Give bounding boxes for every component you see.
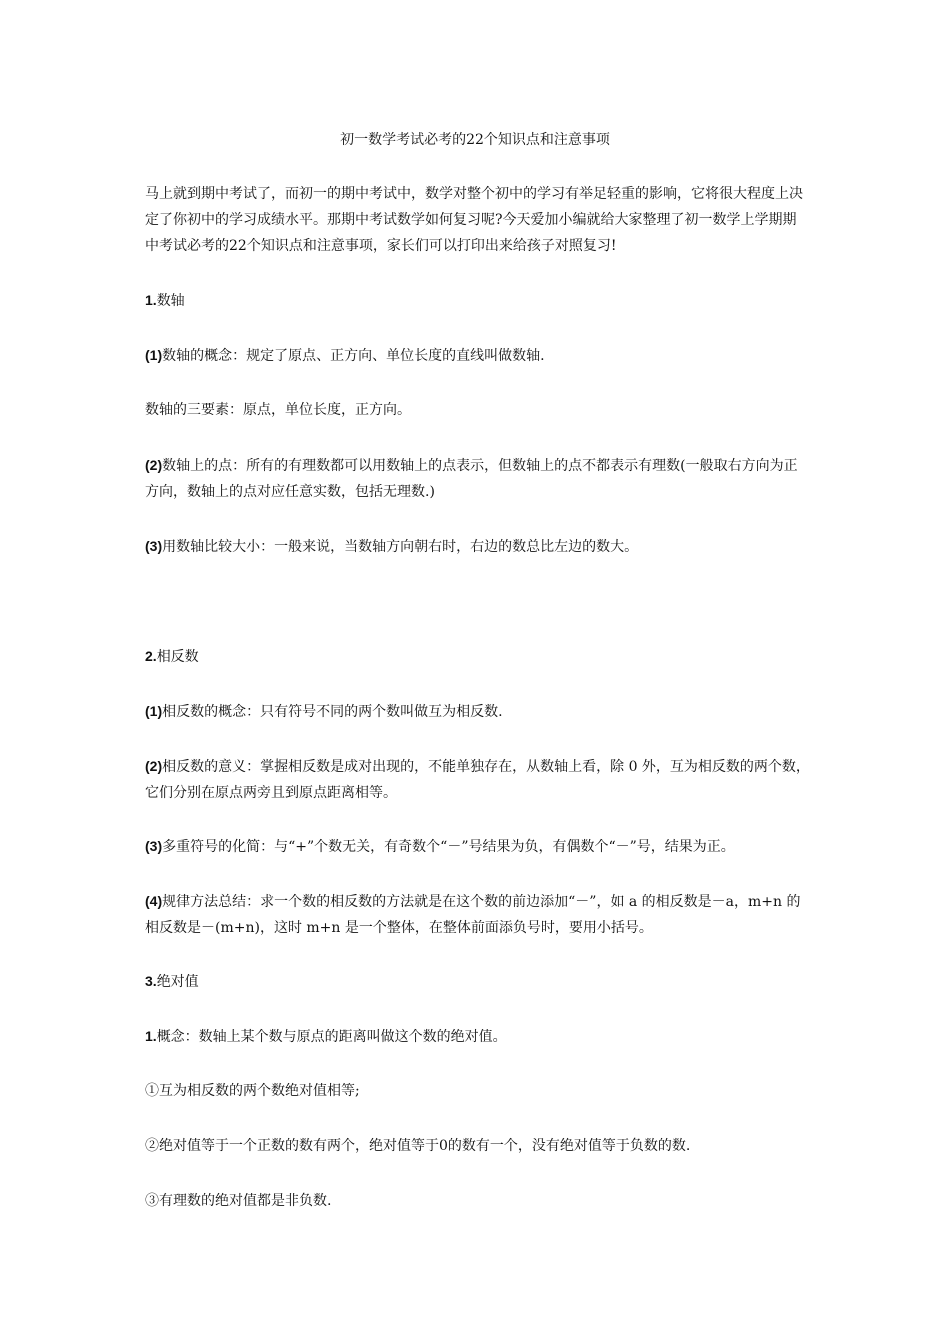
section-1-heading bbox=[145, 287, 810, 314]
section-3-title: 绝对值 bbox=[156, 974, 199, 990]
section-3-property-1: ①互为相反数的两个数绝对值相等; bbox=[145, 1083, 360, 1099]
section-1-number: 1. bbox=[145, 292, 157, 308]
section-3-property-3: ③有理数的绝对值都是非负数. bbox=[145, 1193, 332, 1209]
paragraph-text: 相反数的概念：只有符号不同的两个数叫做互为相反数. bbox=[162, 704, 503, 720]
section-2-number: 2. bbox=[145, 648, 157, 664]
section-2-paragraph-2 bbox=[145, 753, 810, 806]
item-number: (3) bbox=[145, 838, 163, 854]
section-1-paragraph-2 bbox=[145, 452, 810, 505]
section-2-paragraph-4 bbox=[145, 888, 810, 941]
section-1-title: 数轴 bbox=[156, 293, 185, 309]
item-number: (1) bbox=[145, 703, 163, 719]
section-2-paragraph-1 bbox=[145, 698, 810, 725]
section-3-heading bbox=[145, 968, 810, 995]
paragraph-text: 数轴上的点：所有的有理数都可以用数轴上的点表示，但数轴上的点不都表示有理数(一般取右方向为正方向，数轴上的点对应任意实数，包括无理数.) bbox=[145, 458, 798, 500]
section-3-property-2: ②绝对值等于一个正数的数有两个，绝对值等于0的数有一个，没有绝对值等于负数的数. bbox=[145, 1138, 691, 1154]
item-number: (3) bbox=[145, 538, 163, 554]
item-number: (2) bbox=[145, 758, 163, 774]
section-1-paragraph-1 bbox=[145, 342, 810, 369]
section-2-paragraph-3 bbox=[145, 833, 810, 860]
document-title: 初一数学考试必考的22个知识点和注意事项 bbox=[340, 132, 610, 148]
section-3-paragraph-1 bbox=[145, 1023, 810, 1050]
paragraph-text: 数轴的概念：规定了原点、正方向、单位长度的直线叫做数轴. bbox=[162, 348, 545, 364]
paragraph-text: 相反数的意义：掌握相反数是成对出现的，不能单独存在，从数轴上看，除 0 外，互为相反数的两个数，它们分别在原点两旁且到原点距离相等。 bbox=[145, 759, 810, 801]
section-2-heading bbox=[145, 643, 810, 670]
paragraph-text: 规律方法总结：求一个数的相反数的方法就是在这个数的前边添加“－”，如 a 的相反数是－a，m+n 的相反数是－(m+n)，这时 m+n 是一个整体，在整体前面添负号时，要用小括号。 bbox=[145, 894, 801, 936]
paragraph-text: 多重符号的化简：与“+”个数无关，有奇数个“－”号结果为负，有偶数个“－”号，结果为正。 bbox=[162, 839, 735, 855]
intro-paragraph: 马上就到期中考试了，而初一的期中考试中，数学对整个初中的学习有举足轻重的影响，它将很大程度上决定了你初中的学习成绩水平。那期中考试数学如何复习呢?今天爱加小编就给大家整理了初一数学上学期期中考试必考的22个知识点和注意事项，家长们可以打印出来给孩子对照复习! bbox=[145, 186, 803, 254]
section-2-title: 相反数 bbox=[156, 649, 199, 665]
section-3-number: 3. bbox=[145, 973, 157, 989]
item-number: 1. bbox=[145, 1028, 157, 1044]
item-number: (2) bbox=[145, 457, 163, 473]
section-1-elements: 数轴的三要素：原点，单位长度，正方向。 bbox=[145, 402, 411, 418]
paragraph-text: 概念：数轴上某个数与原点的距离叫做这个数的绝对值。 bbox=[156, 1029, 507, 1045]
section-1-paragraph-3 bbox=[145, 533, 810, 560]
item-number: (1) bbox=[145, 347, 163, 363]
paragraph-text: 用数轴比较大小：一般来说，当数轴方向朝右时，右边的数总比左边的数大。 bbox=[162, 539, 639, 555]
item-number: (4) bbox=[145, 893, 163, 909]
